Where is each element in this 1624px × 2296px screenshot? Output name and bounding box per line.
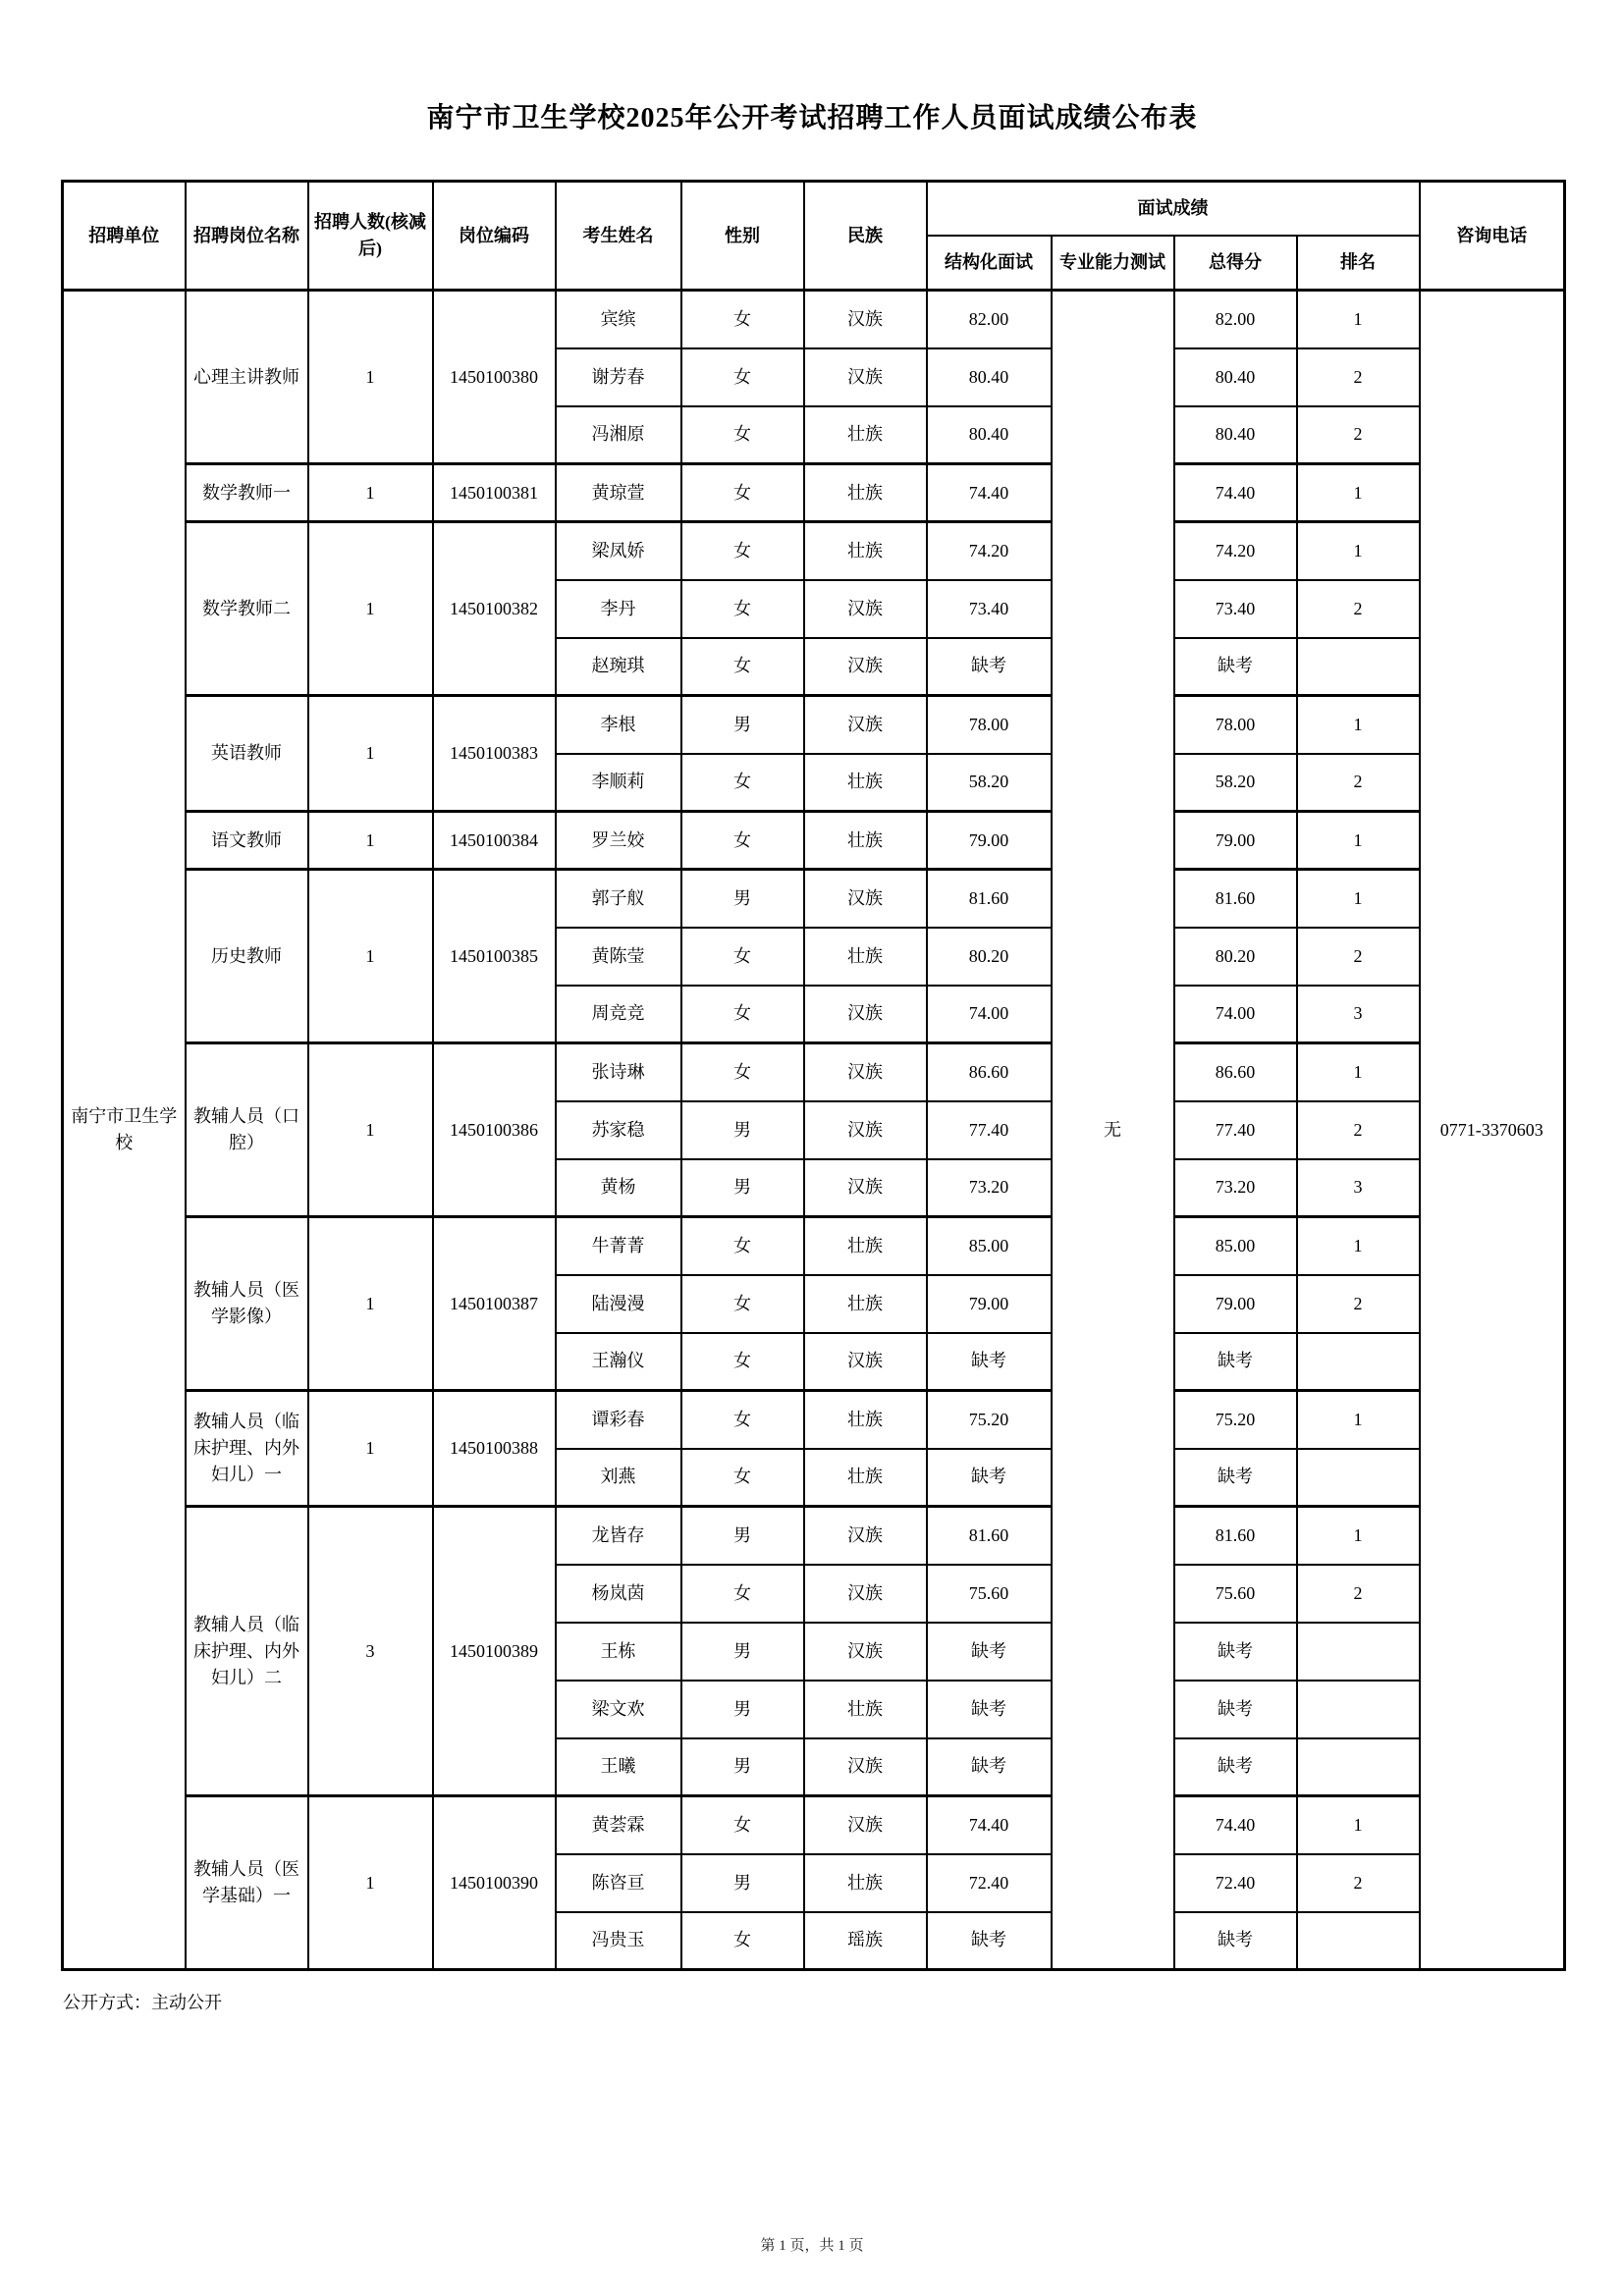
rank-cell	[1297, 1912, 1420, 1970]
rank-cell: 1	[1297, 1217, 1420, 1275]
candidate-name-cell: 陆漫漫	[556, 1275, 681, 1333]
candidate-name-cell: 黄琼萱	[556, 464, 681, 522]
ethnicity-cell: 汉族	[804, 1159, 927, 1217]
structured-score-cell: 79.00	[927, 812, 1052, 870]
ethnicity-cell: 汉族	[804, 348, 927, 406]
header-phone: 咨询电话	[1420, 182, 1565, 291]
structured-score-cell: 缺考	[927, 1623, 1052, 1681]
rank-cell: 1	[1297, 1507, 1420, 1565]
ethnicity-cell: 壮族	[804, 928, 927, 986]
rank-cell	[1297, 1333, 1420, 1391]
structured-score-cell: 缺考	[927, 1333, 1052, 1391]
total-score-cell: 79.00	[1174, 812, 1297, 870]
candidate-row	[63, 522, 1565, 580]
ethnicity-cell: 壮族	[804, 522, 927, 580]
rank-cell: 1	[1297, 464, 1420, 522]
candidate-name-cell: 王曦	[556, 1738, 681, 1796]
ethnicity-cell: 汉族	[804, 1507, 927, 1565]
ethnicity-cell: 汉族	[804, 1101, 927, 1159]
structured-score-cell: 78.00	[927, 696, 1052, 754]
ethnicity-cell: 壮族	[804, 754, 927, 812]
gender-cell: 男	[681, 1854, 804, 1912]
structured-score-cell: 86.60	[927, 1043, 1052, 1101]
candidate-name-cell: 李丹	[556, 580, 681, 638]
table-body	[63, 291, 1565, 1970]
disclosure-note: 公开方式：主动公开	[63, 1993, 222, 2012]
headcount-cell: 1	[308, 522, 433, 696]
position-code-cell: 1450100387	[433, 1217, 556, 1391]
gender-cell: 女	[681, 1275, 804, 1333]
headcount-cell: 1	[308, 464, 433, 522]
rank-cell: 1	[1297, 1391, 1420, 1449]
structured-score-cell: 81.60	[927, 870, 1052, 928]
gender-cell: 男	[681, 1159, 804, 1217]
header-gender: 性别	[681, 182, 804, 291]
ethnicity-cell: 壮族	[804, 1217, 927, 1275]
candidate-name-cell: 黄荟霖	[556, 1796, 681, 1854]
header-structured-interview: 结构化面试	[927, 236, 1052, 291]
header-interview-score: 面试成绩	[927, 182, 1420, 237]
rank-cell: 2	[1297, 580, 1420, 638]
gender-cell: 女	[681, 1565, 804, 1623]
gender-cell: 女	[681, 812, 804, 870]
headcount-cell: 1	[308, 870, 433, 1043]
rank-cell: 2	[1297, 1854, 1420, 1912]
gender-cell: 女	[681, 348, 804, 406]
total-score-cell: 81.60	[1174, 870, 1297, 928]
gender-cell: 女	[681, 1796, 804, 1854]
rank-cell	[1297, 1449, 1420, 1507]
candidate-row	[63, 1043, 1565, 1101]
candidate-row	[63, 291, 1565, 348]
gender-cell: 女	[681, 1333, 804, 1391]
position-code-cell: 1450100383	[433, 696, 556, 812]
candidate-name-cell: 赵琬琪	[556, 638, 681, 696]
candidate-name-cell: 张诗琳	[556, 1043, 681, 1101]
headcount-cell: 1	[308, 696, 433, 812]
position-cell: 数学教师一	[186, 464, 308, 522]
structured-score-cell: 80.40	[927, 348, 1052, 406]
headcount-cell: 1	[308, 291, 433, 464]
headcount-cell: 1	[308, 1043, 433, 1217]
candidate-name-cell: 黄杨	[556, 1159, 681, 1217]
header-ethnicity: 民族	[804, 182, 927, 291]
total-score-cell: 73.20	[1174, 1159, 1297, 1217]
ethnicity-cell: 壮族	[804, 464, 927, 522]
structured-score-cell: 73.20	[927, 1159, 1052, 1217]
structured-score-cell: 58.20	[927, 754, 1052, 812]
rank-cell: 1	[1297, 291, 1420, 348]
position-code-cell: 1450100382	[433, 522, 556, 696]
headcount-cell: 1	[308, 1391, 433, 1507]
rank-cell: 2	[1297, 928, 1420, 986]
ethnicity-cell: 汉族	[804, 1565, 927, 1623]
ethnicity-cell: 汉族	[804, 291, 927, 348]
page-title: 南宁市卫生学校2025年公开考试招聘工作人员面试成绩公布表	[426, 103, 1198, 133]
structured-score-cell: 79.00	[927, 1275, 1052, 1333]
candidate-row	[63, 1796, 1565, 1854]
position-code-cell: 1450100389	[433, 1507, 556, 1796]
table-header	[63, 182, 1565, 291]
structured-score-cell: 73.40	[927, 580, 1052, 638]
structured-score-cell: 75.20	[927, 1391, 1052, 1449]
candidate-name-cell: 王瀚仪	[556, 1333, 681, 1391]
total-score-cell: 58.20	[1174, 754, 1297, 812]
candidate-row	[63, 464, 1565, 522]
ethnicity-cell: 汉族	[804, 696, 927, 754]
total-score-cell: 82.00	[1174, 291, 1297, 348]
rank-cell: 2	[1297, 1101, 1420, 1159]
total-score-cell: 80.40	[1174, 406, 1297, 464]
structured-score-cell: 74.40	[927, 1796, 1052, 1854]
total-score-cell: 缺考	[1174, 1912, 1297, 1970]
candidate-row	[63, 696, 1565, 754]
structured-score-cell: 85.00	[927, 1217, 1052, 1275]
position-cell: 心理主讲教师	[186, 291, 308, 464]
structured-score-cell: 75.60	[927, 1565, 1052, 1623]
structured-score-cell: 74.40	[927, 464, 1052, 522]
candidate-row	[63, 1217, 1565, 1275]
candidate-name-cell: 罗兰姣	[556, 812, 681, 870]
candidate-name-cell: 李顺莉	[556, 754, 681, 812]
candidate-row	[63, 1507, 1565, 1565]
candidate-name-cell: 陈咨亘	[556, 1854, 681, 1912]
gender-cell: 女	[681, 464, 804, 522]
position-code-cell: 1450100390	[433, 1796, 556, 1970]
position-cell: 教辅人员（口腔）	[186, 1043, 308, 1217]
header-professional-test: 专业能力测试	[1052, 236, 1174, 291]
candidate-name-cell: 梁凤娇	[556, 522, 681, 580]
header-unit: 招聘单位	[63, 182, 186, 291]
total-score-cell: 74.40	[1174, 1796, 1297, 1854]
header-position-code: 岗位编码	[433, 182, 556, 291]
gender-cell: 男	[681, 1623, 804, 1681]
total-score-cell: 74.40	[1174, 464, 1297, 522]
ethnicity-cell: 汉族	[804, 1796, 927, 1854]
ethnicity-cell: 瑶族	[804, 1912, 927, 1970]
candidate-name-cell: 冯湘原	[556, 406, 681, 464]
ethnicity-cell: 汉族	[804, 870, 927, 928]
professional-test-cell: 无	[1052, 291, 1174, 1970]
structured-score-cell: 77.40	[927, 1101, 1052, 1159]
ethnicity-cell: 壮族	[804, 1681, 927, 1738]
total-score-cell: 缺考	[1174, 1449, 1297, 1507]
candidate-name-cell: 王栋	[556, 1623, 681, 1681]
ethnicity-cell: 汉族	[804, 1333, 927, 1391]
position-cell: 教辅人员（临床护理、内外妇儿）一	[186, 1391, 308, 1507]
position-code-cell: 1450100381	[433, 464, 556, 522]
total-score-cell: 缺考	[1174, 1623, 1297, 1681]
gender-cell: 女	[681, 986, 804, 1043]
total-score-cell: 78.00	[1174, 696, 1297, 754]
rank-cell: 1	[1297, 870, 1420, 928]
gender-cell: 女	[681, 1449, 804, 1507]
headcount-cell: 1	[308, 1796, 433, 1970]
gender-cell: 男	[681, 1681, 804, 1738]
candidate-row	[63, 1391, 1565, 1449]
gender-cell: 女	[681, 580, 804, 638]
position-code-cell: 1450100386	[433, 1043, 556, 1217]
ethnicity-cell: 汉族	[804, 986, 927, 1043]
rank-cell: 1	[1297, 812, 1420, 870]
position-code-cell: 1450100380	[433, 291, 556, 464]
candidate-name-cell: 杨岚茵	[556, 1565, 681, 1623]
gender-cell: 女	[681, 1217, 804, 1275]
structured-score-cell: 缺考	[927, 1449, 1052, 1507]
rank-cell: 3	[1297, 1159, 1420, 1217]
structured-score-cell: 74.00	[927, 986, 1052, 1043]
candidate-name-cell: 周竞竞	[556, 986, 681, 1043]
position-code-cell: 1450100388	[433, 1391, 556, 1507]
candidate-name-cell: 梁文欢	[556, 1681, 681, 1738]
structured-score-cell: 72.40	[927, 1854, 1052, 1912]
rank-cell	[1297, 1681, 1420, 1738]
candidate-name-cell: 刘燕	[556, 1449, 681, 1507]
total-score-cell: 79.00	[1174, 1275, 1297, 1333]
total-score-cell: 81.60	[1174, 1507, 1297, 1565]
position-cell: 语文教师	[186, 812, 308, 870]
total-score-cell: 85.00	[1174, 1217, 1297, 1275]
rank-cell: 1	[1297, 522, 1420, 580]
candidate-name-cell: 牛菁菁	[556, 1217, 681, 1275]
rank-cell: 1	[1297, 696, 1420, 754]
rank-cell: 1	[1297, 1043, 1420, 1101]
rank-cell: 2	[1297, 1275, 1420, 1333]
structured-score-cell: 80.40	[927, 406, 1052, 464]
total-score-cell: 80.20	[1174, 928, 1297, 986]
header-position: 招聘岗位名称	[186, 182, 308, 291]
rank-cell	[1297, 1623, 1420, 1681]
total-score-cell: 72.40	[1174, 1854, 1297, 1912]
unit-cell: 南宁市卫生学校	[63, 291, 186, 1970]
total-score-cell: 73.40	[1174, 580, 1297, 638]
page-number: 第 1 页，共 1 页	[760, 2238, 864, 2254]
total-score-cell: 80.40	[1174, 348, 1297, 406]
structured-score-cell: 缺考	[927, 1738, 1052, 1796]
total-score-cell: 74.00	[1174, 986, 1297, 1043]
candidate-row	[63, 870, 1565, 928]
rank-cell: 2	[1297, 348, 1420, 406]
position-cell: 英语教师	[186, 696, 308, 812]
rank-cell	[1297, 1738, 1420, 1796]
gender-cell: 女	[681, 291, 804, 348]
gender-cell: 男	[681, 1101, 804, 1159]
position-code-cell: 1450100385	[433, 870, 556, 1043]
gender-cell: 男	[681, 696, 804, 754]
total-score-cell: 74.20	[1174, 522, 1297, 580]
ethnicity-cell: 汉族	[804, 1043, 927, 1101]
phone-cell: 0771-3370603	[1420, 291, 1565, 1970]
gender-cell: 女	[681, 638, 804, 696]
total-score-cell: 缺考	[1174, 638, 1297, 696]
structured-score-cell: 81.60	[927, 1507, 1052, 1565]
position-code-cell: 1450100384	[433, 812, 556, 870]
position-cell: 历史教师	[186, 870, 308, 1043]
total-score-cell: 缺考	[1174, 1681, 1297, 1738]
gender-cell: 女	[681, 1912, 804, 1970]
rank-cell: 3	[1297, 986, 1420, 1043]
position-cell: 教辅人员（医学影像）	[186, 1217, 308, 1391]
total-score-cell: 86.60	[1174, 1043, 1297, 1101]
candidate-name-cell: 黄陈莹	[556, 928, 681, 986]
structured-score-cell: 80.20	[927, 928, 1052, 986]
total-score-cell: 缺考	[1174, 1333, 1297, 1391]
ethnicity-cell: 壮族	[804, 406, 927, 464]
headcount-cell: 1	[308, 812, 433, 870]
header-candidate-name: 考生姓名	[556, 182, 681, 291]
rank-cell: 2	[1297, 754, 1420, 812]
ethnicity-cell: 壮族	[804, 812, 927, 870]
total-score-cell: 77.40	[1174, 1101, 1297, 1159]
candidate-name-cell: 冯贵玉	[556, 1912, 681, 1970]
candidate-name-cell: 谢芳春	[556, 348, 681, 406]
candidate-name-cell: 宾缤	[556, 291, 681, 348]
ethnicity-cell: 汉族	[804, 580, 927, 638]
candidate-row	[63, 812, 1565, 870]
candidate-name-cell: 龙皆存	[556, 1507, 681, 1565]
ethnicity-cell: 汉族	[804, 1738, 927, 1796]
header-headcount: 招聘人数(核减后)	[308, 182, 433, 291]
gender-cell: 女	[681, 1043, 804, 1101]
rank-cell: 2	[1297, 406, 1420, 464]
header-total-score: 总得分	[1174, 236, 1297, 291]
header-rank: 排名	[1297, 236, 1420, 291]
rank-cell: 1	[1297, 1796, 1420, 1854]
ethnicity-cell: 汉族	[804, 638, 927, 696]
candidate-name-cell: 苏家稳	[556, 1101, 681, 1159]
candidate-name-cell: 李根	[556, 696, 681, 754]
gender-cell: 男	[681, 870, 804, 928]
structured-score-cell: 缺考	[927, 638, 1052, 696]
headcount-cell: 3	[308, 1507, 433, 1796]
ethnicity-cell: 壮族	[804, 1449, 927, 1507]
position-cell: 教辅人员（医学基础）一	[186, 1796, 308, 1970]
structured-score-cell: 74.20	[927, 522, 1052, 580]
ethnicity-cell: 壮族	[804, 1275, 927, 1333]
ethnicity-cell: 汉族	[804, 1623, 927, 1681]
position-cell: 数学教师二	[186, 522, 308, 696]
gender-cell: 男	[681, 1507, 804, 1565]
gender-cell: 男	[681, 1738, 804, 1796]
structured-score-cell: 缺考	[927, 1912, 1052, 1970]
total-score-cell: 75.20	[1174, 1391, 1297, 1449]
structured-score-cell: 82.00	[927, 291, 1052, 348]
total-score-cell: 缺考	[1174, 1738, 1297, 1796]
structured-score-cell: 缺考	[927, 1681, 1052, 1738]
headcount-cell: 1	[308, 1217, 433, 1391]
candidate-name-cell: 郭子舣	[556, 870, 681, 928]
interview-score-table	[61, 180, 1566, 1971]
rank-cell: 2	[1297, 1565, 1420, 1623]
ethnicity-cell: 壮族	[804, 1391, 927, 1449]
ethnicity-cell: 壮族	[804, 1854, 927, 1912]
rank-cell	[1297, 638, 1420, 696]
gender-cell: 女	[681, 522, 804, 580]
candidate-name-cell: 谭彩春	[556, 1391, 681, 1449]
gender-cell: 女	[681, 1391, 804, 1449]
total-score-cell: 75.60	[1174, 1565, 1297, 1623]
gender-cell: 女	[681, 754, 804, 812]
position-cell: 教辅人员（临床护理、内外妇儿）二	[186, 1507, 308, 1796]
gender-cell: 女	[681, 406, 804, 464]
gender-cell: 女	[681, 928, 804, 986]
